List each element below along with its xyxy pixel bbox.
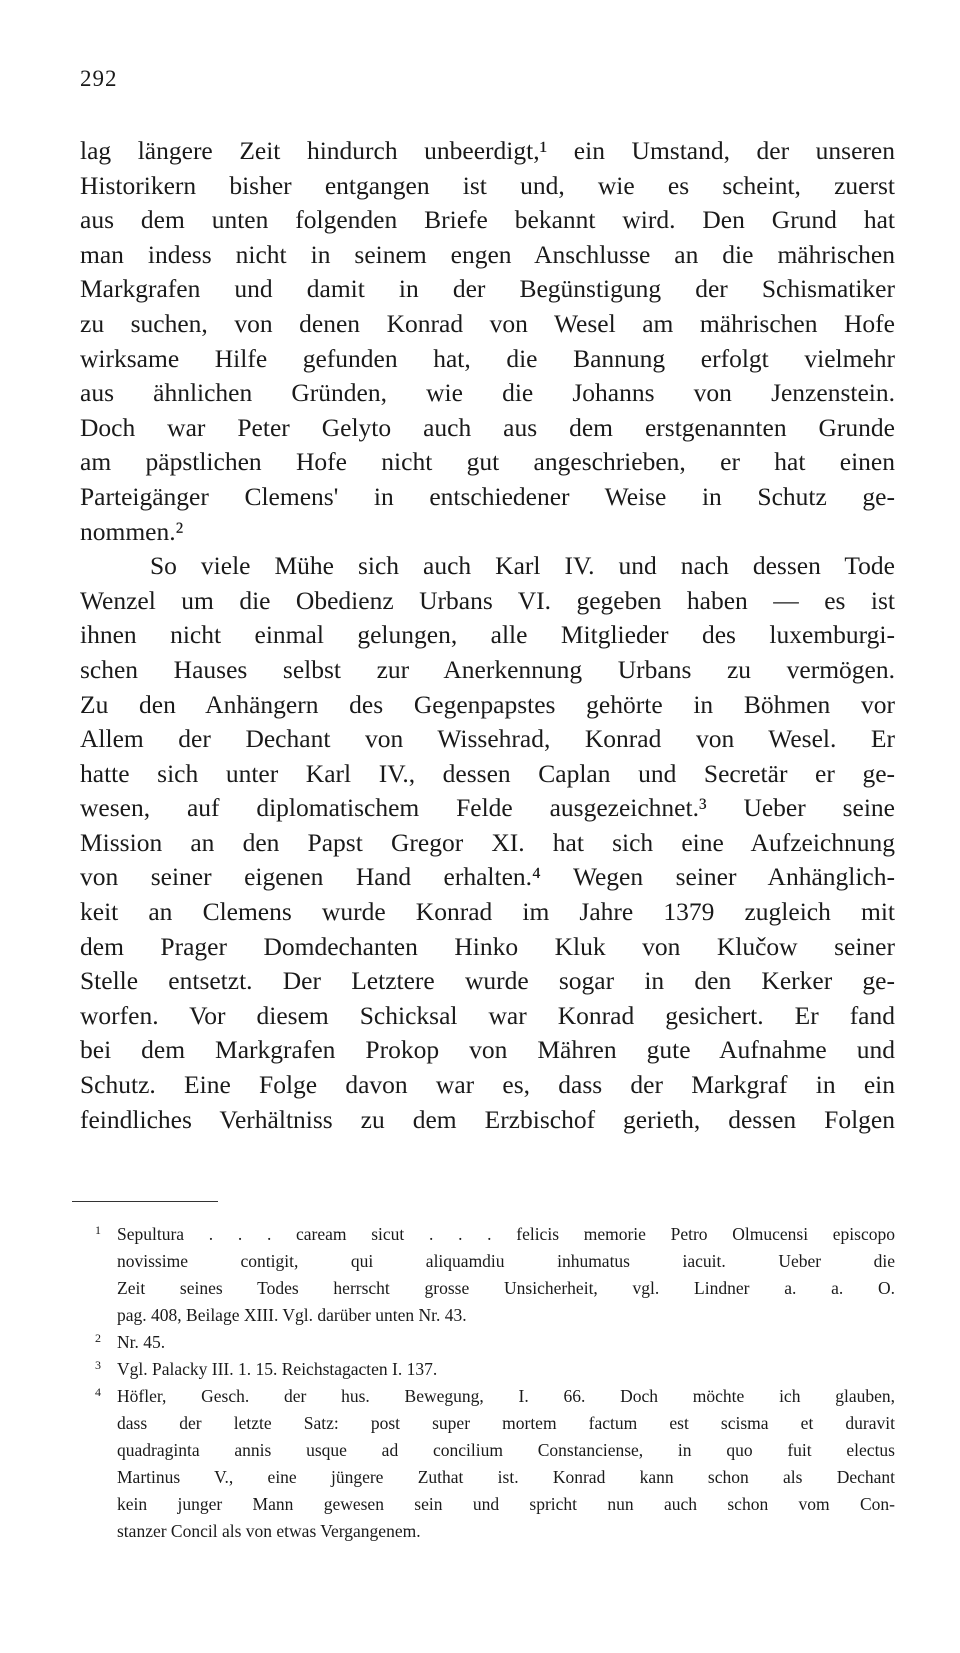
text-line: Allem der Dechant von Wissehrad, Konrad von Wesel. Er: [80, 724, 895, 754]
footnote-line: [93, 1383, 895, 1410]
text-line: ihnen nicht einmal gelungen, alle Mitglieder des luxemburgi-: [80, 620, 895, 650]
text-line: Mission an den Papst Gregor XI. hat sich eine Aufzeichnung: [80, 827, 895, 857]
text-line: dem Prager Domdechanten Hinko Kluk von Klučow seiner: [80, 931, 895, 961]
text-line: schen Hauses selbst zur Anerkennung Urbans zu vermögen.: [80, 654, 895, 684]
footnote-mark: 2: [95, 1331, 101, 1345]
text-line: feindliches Verhältniss zu dem Erzbischof gerieth, dessen Folgen: [80, 1104, 895, 1134]
text-line: aus dem unten folgenden Briefe bekannt wird. Den Grund hat: [80, 205, 895, 235]
footnote-line: novissime contigit, qui aliquamdiu inhumatus iacuit. Ueber die: [117, 1251, 895, 1271]
text-line: bei dem Markgrafen Prokop von Mähren gute Aufnahme und: [80, 1035, 895, 1065]
text-line: aus ähnlichen Gründen, wie die Johanns von Jenzenstein.: [80, 378, 895, 408]
footnote-divider: [72, 1201, 218, 1202]
text-line: Schutz. Eine Folge davon war es, dass der Markgraf in ein: [80, 1070, 895, 1100]
text-line: keit an Clemens wurde Konrad im Jahre 1379 zugleich mit: [80, 897, 895, 927]
footnote-1: [93, 1221, 895, 1329]
footnote-line: Zeit seines Todes herrscht grosse Unsicherheit, vgl. Lindner a. a. O.: [117, 1278, 895, 1298]
footnote-text: Nr. 45.: [117, 1332, 166, 1352]
footnote-mark: 1: [95, 1223, 101, 1237]
footnote-2: [93, 1329, 895, 1356]
text-line: wesen, auf diplomatischem Felde ausgezeichnet.³ Ueber seine: [80, 793, 895, 823]
footnote-4: [93, 1383, 895, 1545]
text-line: von seiner eigenen Hand erhalten.⁴ Wegen seiner Anhänglich-: [80, 862, 895, 892]
footnote-line: [93, 1221, 895, 1248]
text-line: So viele Mühe sich auch Karl IV. und nach dessen Tode: [150, 551, 895, 581]
body-text: [80, 134, 895, 1137]
footnote-line: [93, 1329, 895, 1356]
footnote-line: dass der letzte Satz: post super mortem factum est scisma et duravit: [117, 1413, 895, 1433]
text-line: Zu den Anhängern des Gegenpapstes gehörte in Böhmen vor: [80, 689, 895, 719]
footnote-3: [93, 1356, 895, 1383]
footnote-mark: 3: [95, 1358, 101, 1372]
footnote-text: Sepultura . . . caream sicut . . . felicis memorie Petro Olmucensi episcopo: [117, 1224, 895, 1244]
text-line: Stelle entsetzt. Der Letztere wurde sogar in den Kerker ge-: [80, 966, 895, 996]
footnote-line: stanzer Concil als von etwas Vergangenem.: [117, 1521, 421, 1541]
text-line: Doch war Peter Gelyto auch aus dem erstgenannten Grunde: [80, 412, 895, 442]
text-line: wirksame Hilfe gefunden hat, die Bannung erfolgt vielmehr: [80, 343, 895, 373]
footnote-text: Vgl. Palacky III. 1. 15. Reichstagacten I. 137.: [117, 1359, 438, 1379]
footnote-line: pag. 408, Beilage XIII. Vgl. darüber unten Nr. 43.: [117, 1305, 467, 1325]
text-line: nommen.²: [80, 516, 184, 546]
footnotes: [93, 1221, 895, 1545]
footnote-line: [93, 1356, 895, 1383]
text-line: Historikern bisher entgangen ist und, wie es scheint, zuerst: [80, 170, 895, 200]
text-line: lag längere Zeit hindurch unbeerdigt,¹ ein Umstand, der unseren: [80, 136, 895, 165]
footnote-text: Höfler, Gesch. der hus. Bewegung, I. 66. Doch möchte ich glauben,: [117, 1386, 895, 1406]
text-line: Parteigänger Clemens' in entschiedener Weise in Schutz ge-: [80, 481, 895, 511]
text-line: zu suchen, von denen Konrad von Wesel am mährischen Hofe: [80, 308, 895, 338]
text-line: Markgrafen und damit in der Begünstigung der Schismatiker: [80, 274, 895, 304]
text-line: Wenzel um die Obedienz Urbans VI. gegeben haben — es ist: [80, 585, 895, 615]
footnote-mark: 4: [95, 1385, 101, 1399]
footnote-line: Martinus V., eine jüngere Zuthat ist. Konrad kann schon als Dechant: [117, 1467, 895, 1487]
footnote-line: quadraginta annis usque ad concilium Constanciense, in quo fuit electus: [117, 1440, 895, 1460]
text-line: man indess nicht in seinem engen Anschlusse an die mährischen: [80, 239, 895, 269]
text-line: hatte sich unter Karl IV., dessen Caplan und Secretär er ge-: [80, 758, 895, 788]
footnote-line: kein junger Mann gewesen sein und spricht nun auch schon vom Con-: [117, 1494, 895, 1514]
text-line: worfen. Vor diesem Schicksal war Konrad gesichert. Er fand: [80, 1000, 895, 1030]
page-number: 292: [80, 66, 118, 91]
text-line: am päpstlichen Hofe nicht gut angeschrieben, er hat einen: [80, 447, 895, 477]
